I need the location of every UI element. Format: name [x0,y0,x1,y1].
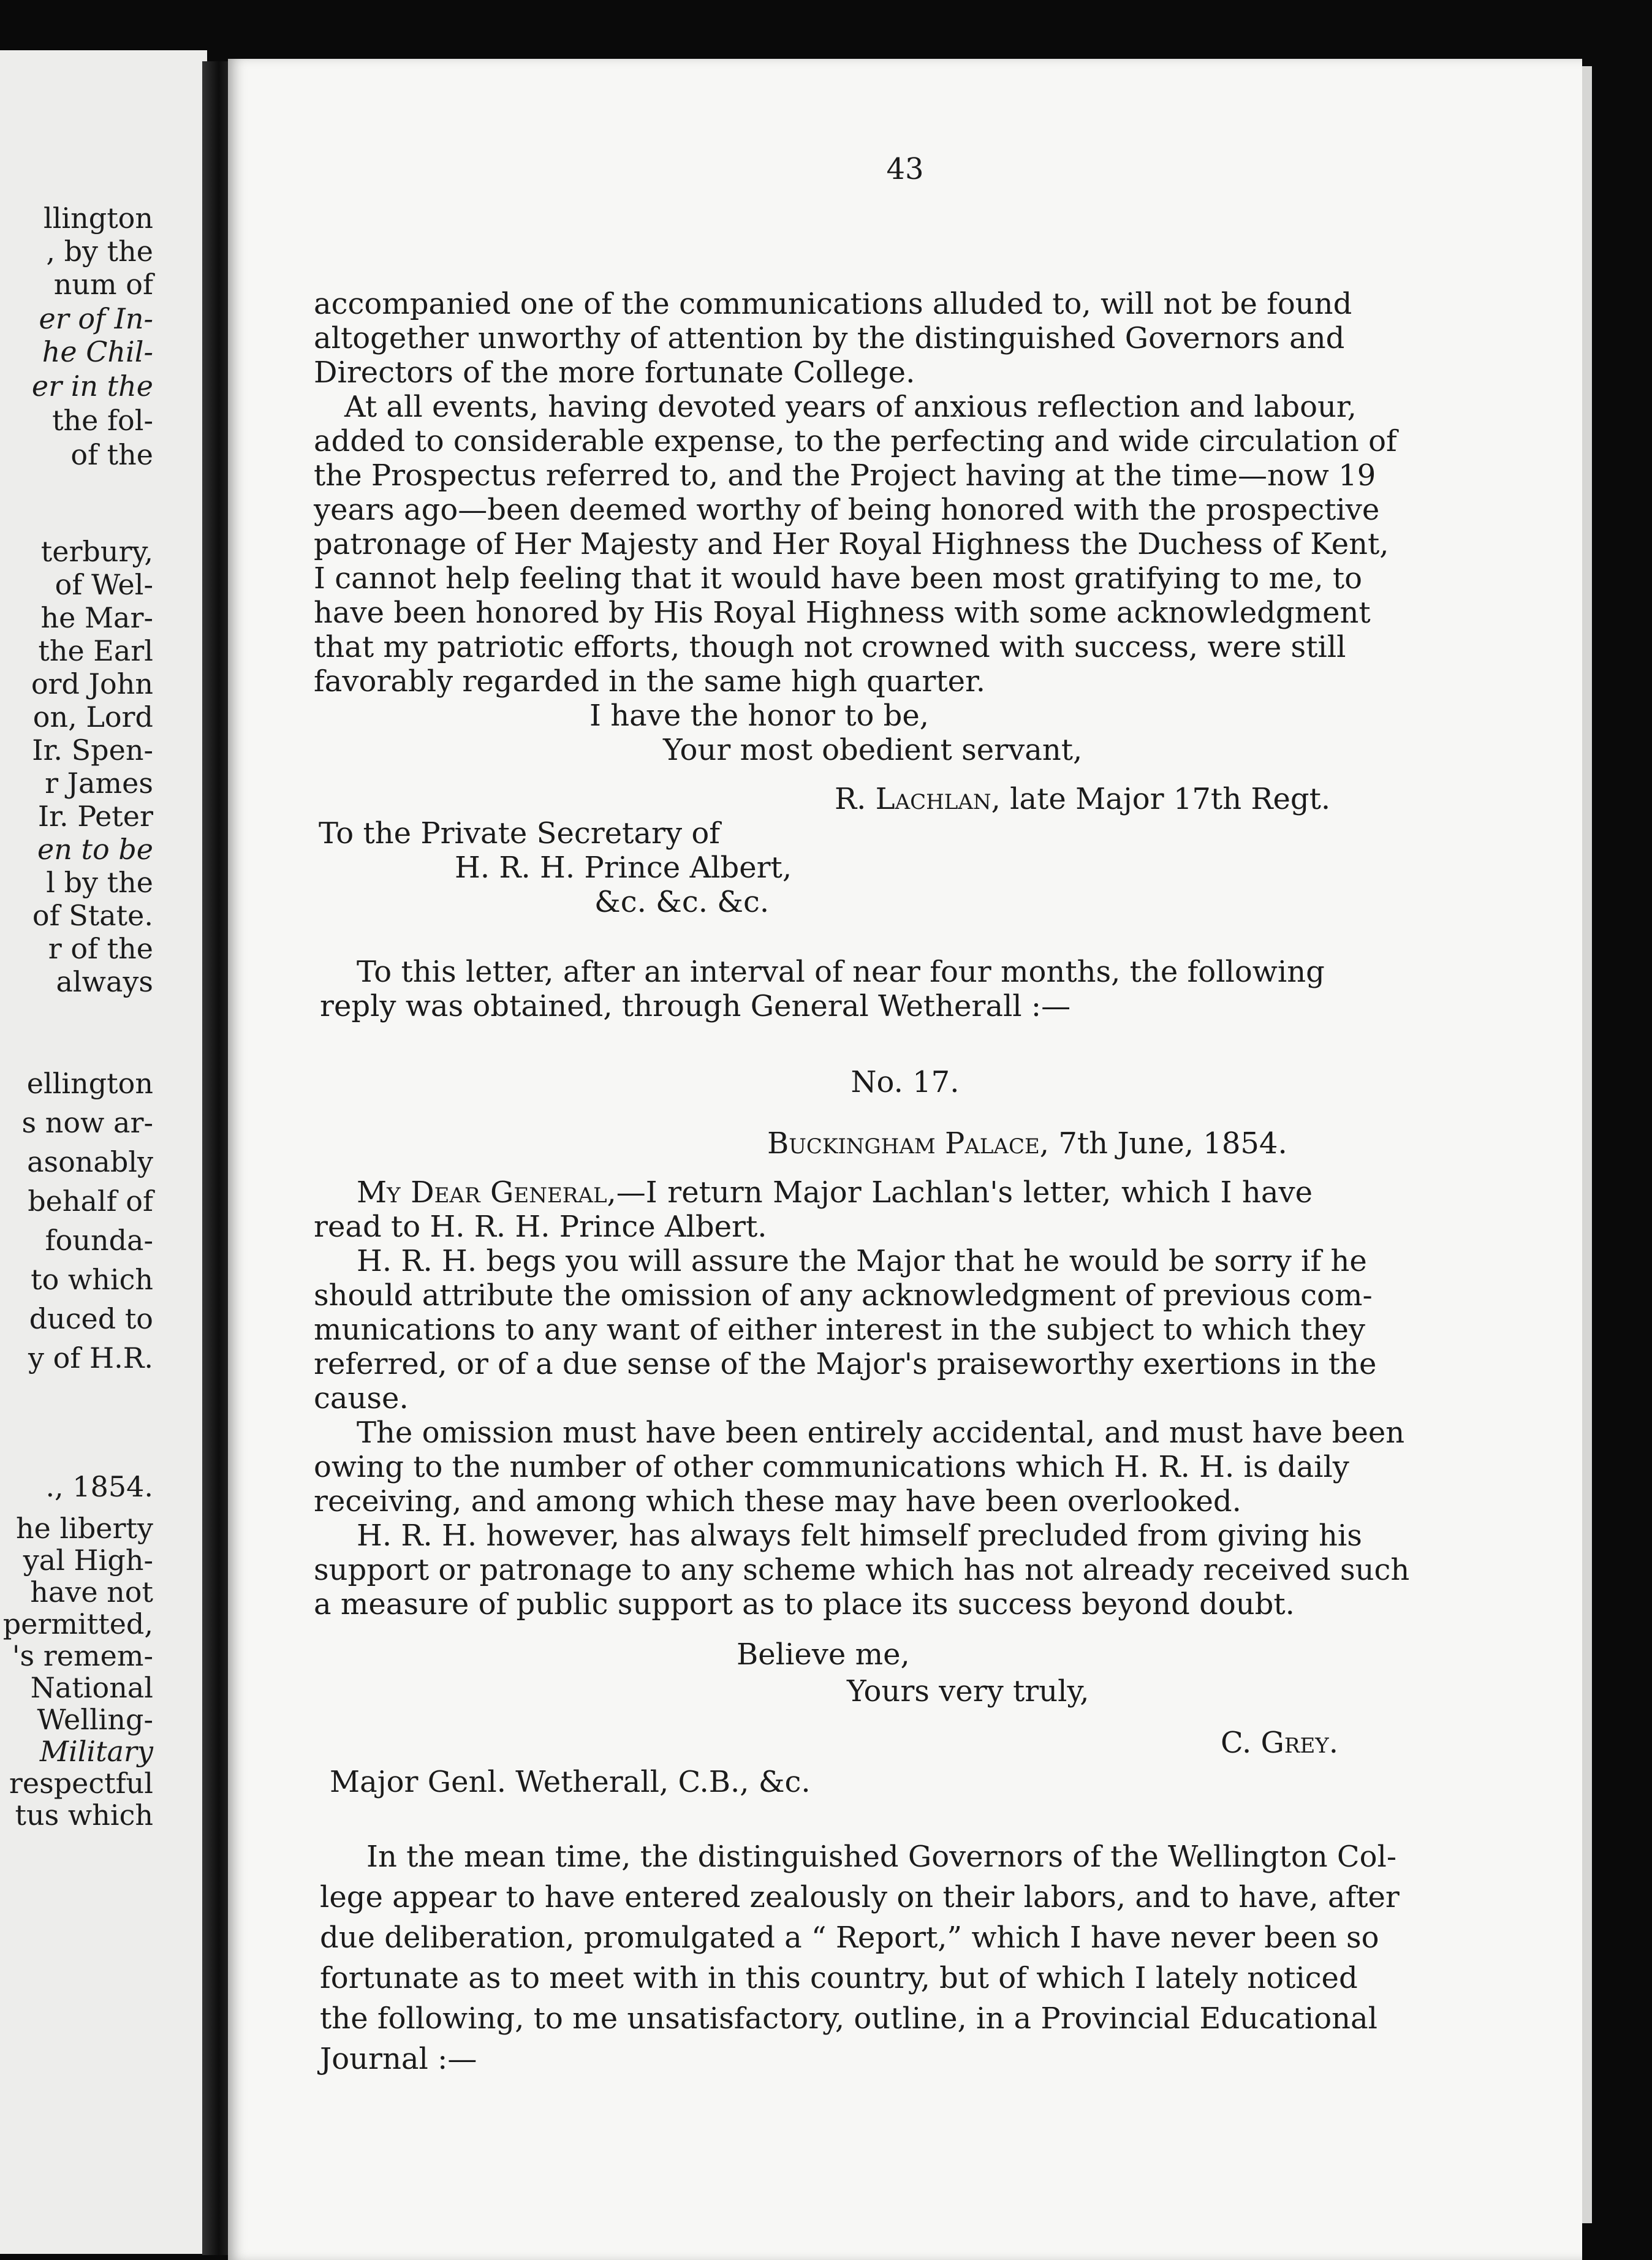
left-page-fragment: of Wel- [55,568,153,601]
text-line [357,1175,1313,1210]
left-page-fragment: en to be [37,833,153,866]
page-edge [1582,66,1592,2223]
letter-number: No. 17. [851,1065,960,1099]
left-page-fragment: have not [30,1576,153,1609]
closing-line: Believe me, [737,1637,910,1672]
text-line: should attribute the omission of any acknowledgment of previous com- [314,1278,1373,1313]
left-page-fragment: permitted, [2,1607,153,1640]
left-page-fragment: the Earl [38,634,153,667]
left-page-fragment: behalf of [28,1185,153,1218]
text-line: munications to any want of either interest in the subject to which they [314,1313,1365,1347]
right-page [228,59,1582,2260]
left-page-fragment: he Chil- [42,335,153,368]
text-line: patronage of Her Majesty and Her Royal Highness the Duchess of Kent, [314,527,1389,561]
left-page-fragment: Ir. Peter [37,800,153,833]
addressee-line: &c. &c. &c. [594,885,770,919]
text-line: H. R. H. however, has always felt himself precluded from giving his [357,1519,1362,1553]
text-line: referred, or of a due sense of the Major's praiseworthy exertions in the [314,1347,1377,1381]
left-page-fragment: er of In- [39,302,153,335]
addressee-line: H. R. H. Prince Albert, [455,851,792,885]
left-page-fragment: ., 1854. [45,1470,153,1503]
dateline [767,1126,1287,1161]
text-line: lege appear to have entered zealously on their labors, and to have, after [320,1880,1400,1914]
text-line: that my patriotic efforts, though not crowned with success, were still [314,630,1346,664]
left-page-fragment: s now ar- [21,1106,153,1139]
left-page-fragment: y of H.R. [28,1341,153,1375]
left-page [0,50,207,2254]
text-line: years ago—been deemed worthy of being honored with the prospective [314,493,1380,527]
signature: C. Grey. [1221,1726,1338,1760]
text-line: accompanied one of the communications alluded to, will not be found [314,287,1352,321]
text-line: Journal :— [320,2042,477,2076]
left-page-fragment: the fol- [52,404,153,437]
left-page-fragment: Welling- [37,1703,153,1736]
text-line: added to considerable expense, to the perfecting and wide circulation of [314,424,1397,458]
left-page-fragment: , by the [46,235,153,268]
left-page-fragment: he liberty [15,1512,153,1545]
dateline-date: 7th June, 1854. [1058,1126,1287,1161]
left-page-fragment: of State. [32,899,153,932]
left-page-fragment: r of the [48,932,153,965]
left-page-fragment: Military [39,1735,153,1768]
book-spine [202,61,230,2255]
left-page-fragment: respectful [9,1767,153,1800]
text-line: receiving, and among which these may have been overlooked. [314,1484,1241,1519]
text-line: fortunate as to meet with in this country, but of which I lately noticed [320,1961,1358,1995]
text-line: At all events, having devoted years of anxious reflection and labour, [344,390,1357,424]
text-line: To this letter, after an interval of near four months, the following [357,955,1325,989]
left-page-fragment: asonably [27,1145,153,1178]
text-line: the following, to me unsatisfactory, outline, in a Provincial Educational [320,2001,1377,2036]
addressee-line: To the Private Secretary of [319,816,721,851]
text-line: The omission must have been entirely accidental, and must have been [357,1416,1405,1450]
closing-line: Your most obedient servant, [663,733,1083,767]
text-line: I cannot help feeling that it would have been most gratifying to me, to [314,561,1363,596]
text-line: In the mean time, the distinguished Governors of the Wellington Col- [366,1840,1397,1874]
left-page-fragment: yal High- [23,1544,153,1577]
dateline-place: Buckingham Palace, [767,1126,1050,1161]
signer-title: late Major 17th Regt. [1010,782,1331,816]
left-page-fragment: l by the [46,866,153,899]
text-line: have been honored by His Royal Highness with some acknowledgment [314,596,1371,630]
closing-line: Yours very truly, [847,1674,1089,1708]
text-line: Directors of the more fortunate College. [314,355,915,390]
left-page-fragment: num of [53,268,153,301]
text-run: —I return Major Lachlan's letter, which I have [616,1175,1313,1210]
signature [835,782,1330,816]
signer-name: R. Lachlan, [835,782,1001,816]
text-line: support or patronage to any scheme which has not already received such [314,1553,1410,1587]
salutation: My Dear General, [357,1175,616,1210]
left-page-fragment: ord John [31,667,153,700]
text-line: owing to the number of other communications which H. R. H. is daily [314,1450,1349,1484]
left-page-fragment: to which [31,1263,153,1296]
left-page-fragment: Ir. Spen- [32,734,153,767]
text-line: a measure of public support as to place its success beyond doubt. [314,1587,1295,1621]
text-line: H. R. H. begs you will assure the Major that he would be sorry if he [357,1244,1367,1278]
left-page-fragment: foundа- [45,1224,153,1257]
left-page-fragment: 's remem- [12,1639,153,1672]
text-line: cause. [314,1381,409,1416]
text-run: due deliberation, promulgated a “ Report,” which I have never been so [320,1921,1379,1955]
left-page-fragment: llington [43,202,153,235]
text-line: the Prospectus referred to, and the Project having at the time—now 19 [314,458,1376,493]
left-page-fragment: tus which [15,1799,153,1832]
left-page-fragment: on, Lord [32,700,153,734]
left-page-fragment: he Mar- [40,601,153,634]
text-line: altogether unworthy of attention by the distinguished Governors and [314,321,1345,355]
closing-line: I have the honor to be, [589,699,930,733]
text-line [320,1921,1379,1955]
recipient-line: Major Genl. Wetherall, C.B., &c. [330,1765,811,1799]
left-page-fragment: er in the [31,370,153,403]
text-line: reply was obtained, through General Wetherall :— [320,989,1071,1023]
left-page-fragment: terbury, [40,535,153,568]
left-page-fragment: duced to [29,1302,153,1335]
text-line: read to H. R. H. Prince Albert. [314,1210,767,1244]
left-page-fragment: r James [45,767,153,800]
page-number: 43 [886,152,924,186]
left-page-fragment: ellington [26,1067,153,1100]
left-page-fragment: always [56,965,153,998]
left-page-fragment: National [30,1671,153,1704]
left-page-fragment: of the [70,438,153,471]
text-line: favorably regarded in the same high quarter. [314,664,985,699]
